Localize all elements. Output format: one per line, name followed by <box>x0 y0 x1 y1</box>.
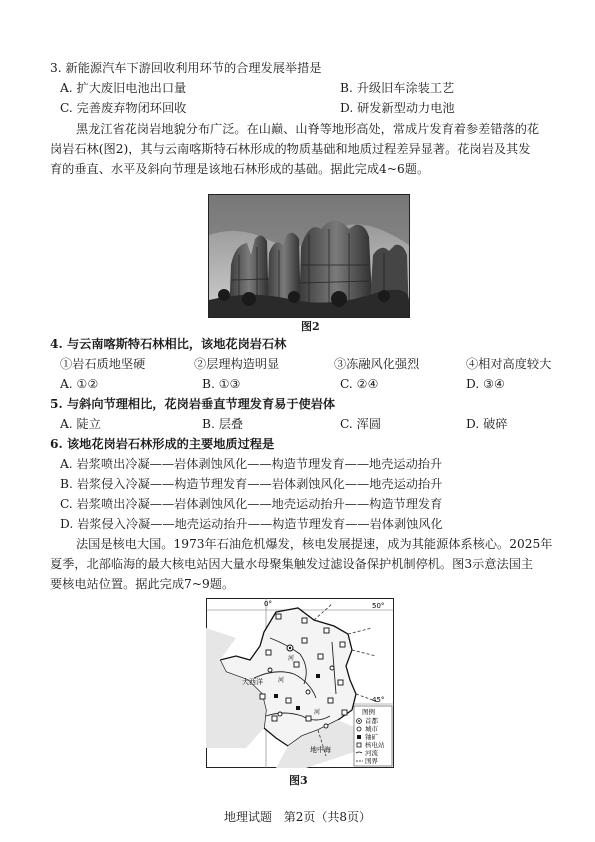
page-footer <box>0 808 595 825</box>
legend-capital: 首都 <box>365 717 378 725</box>
q4-statement-2: ②层理构造明显 <box>194 357 280 371</box>
legend-city-icon <box>357 727 361 731</box>
q4-statement-1: ①岩石质地坚硬 <box>60 357 146 371</box>
legend-title: 图例 <box>362 708 375 716</box>
mediterranean-label: 地中海 <box>310 746 331 754</box>
q4-option-c: C. ②④ <box>340 377 379 391</box>
passage2-line-3: 要核电站位置。据此完成7~9题。 <box>50 577 235 591</box>
figure2-caption: 图2 <box>301 320 320 333</box>
passage2-line-1: 法国是核电大国。1973年石油危机爆发，核电发展提速，成为其能源体系核心。2025年 <box>76 537 553 551</box>
legend-mine: 铀矿 <box>365 733 378 741</box>
lat45-label: 45° <box>372 696 385 704</box>
footer-page-number: 第2页（共8页） <box>283 810 372 824</box>
q5-option-d: D. 破碎 <box>466 417 508 431</box>
lon-label: 0° <box>264 600 272 608</box>
lat50-label: 50° <box>372 602 385 610</box>
river-label-1: 河 <box>288 655 295 662</box>
river-label-3: 河 <box>314 709 321 716</box>
q4-stem: 4. 与云南喀斯特石林相比，该地花岗岩石林 <box>50 337 287 351</box>
map-legend <box>354 706 392 766</box>
q3-option-d: D. 研发新型动力电池 <box>340 101 455 115</box>
legend-plant-icon <box>357 743 361 747</box>
q5-stem: 5. 与斜向节理相比，花岗岩垂直节理发育易于使岩体 <box>50 397 336 411</box>
legend-river: 河流 <box>365 749 378 757</box>
legend-border: 国界 <box>365 757 378 765</box>
q4-option-d: D. ③④ <box>466 377 505 391</box>
passage1-line-1: 黑龙江省花岗岩地貌分布广泛。在山巅、山脊等地形高处，常成片发育着参差错落的花 <box>76 122 540 136</box>
q6-stem: 6. 该地花岗岩石林形成的主要地质过程是 <box>50 437 275 451</box>
q4-statement-3: ③冻融风化强烈 <box>334 357 420 371</box>
legend-mine-icon <box>357 735 361 739</box>
q5-option-b: B. 层叠 <box>202 417 244 431</box>
q6-option-a: A. 岩浆喷出冷凝——岩体剥蚀风化——构造节理发育——地壳运动抬升 <box>60 457 443 471</box>
legend-city: 城市 <box>365 725 378 733</box>
q6-option-d: D. 岩浆侵入冷凝——地壳运动抬升——构造节理发育——岩体剥蚀风化 <box>60 517 443 531</box>
legend-plant: 核电站 <box>365 741 385 749</box>
q3-stem: 3. 新能源汽车下游回收利用环节的合理发展举措是 <box>50 61 322 75</box>
q3-option-b: B. 升级旧车涂装工艺 <box>340 81 455 95</box>
q5-option-c: C. 浑圆 <box>340 417 382 431</box>
q3-option-c: C. 完善废弃物闭环回收 <box>60 101 187 115</box>
q4-option-a: A. ①② <box>60 377 99 391</box>
figure2-photo <box>208 194 410 318</box>
passage1-line-2: 岗岩石林(图2)，其与云南喀斯特石林形成的物质基础和地质过程差异显著。花岗岩及其发 <box>50 142 531 156</box>
q4-option-b: B. ①③ <box>202 377 241 391</box>
footer-subject: 地理试题 <box>223 810 272 824</box>
granite-stone-forest-image <box>209 195 409 317</box>
river-label-2: 河 <box>278 677 285 684</box>
q6-option-b: B. 岩浆侵入冷凝——构造节理发育——岩体剥蚀风化——地壳运动抬升 <box>60 477 443 491</box>
capital-marker <box>287 645 293 651</box>
passage1-line-3: 育的垂直、水平及斜向节理是该地石林形成的基础。据此完成4~6题。 <box>50 162 430 176</box>
passage2-line-2: 夏季，北部临海的最大核电站因大量水母聚集触发过滤设备保护机制停机。图3示意法国主 <box>50 557 534 571</box>
q5-option-a: A. 陡立 <box>60 417 101 431</box>
figure3-france-map <box>206 598 394 768</box>
france-nuclear-map <box>206 598 394 768</box>
q3-option-a: A. 扩大废旧电池出口量 <box>60 81 187 95</box>
atlantic-label: 大西洋 <box>242 678 263 686</box>
figure3-caption: 图3 <box>289 774 308 787</box>
q6-option-c: C. 岩浆喷出冷凝——岩体剥蚀风化——地壳运动抬升——构造节理发育 <box>60 497 443 511</box>
q4-statement-4: ④相对高度较大 <box>466 357 552 371</box>
